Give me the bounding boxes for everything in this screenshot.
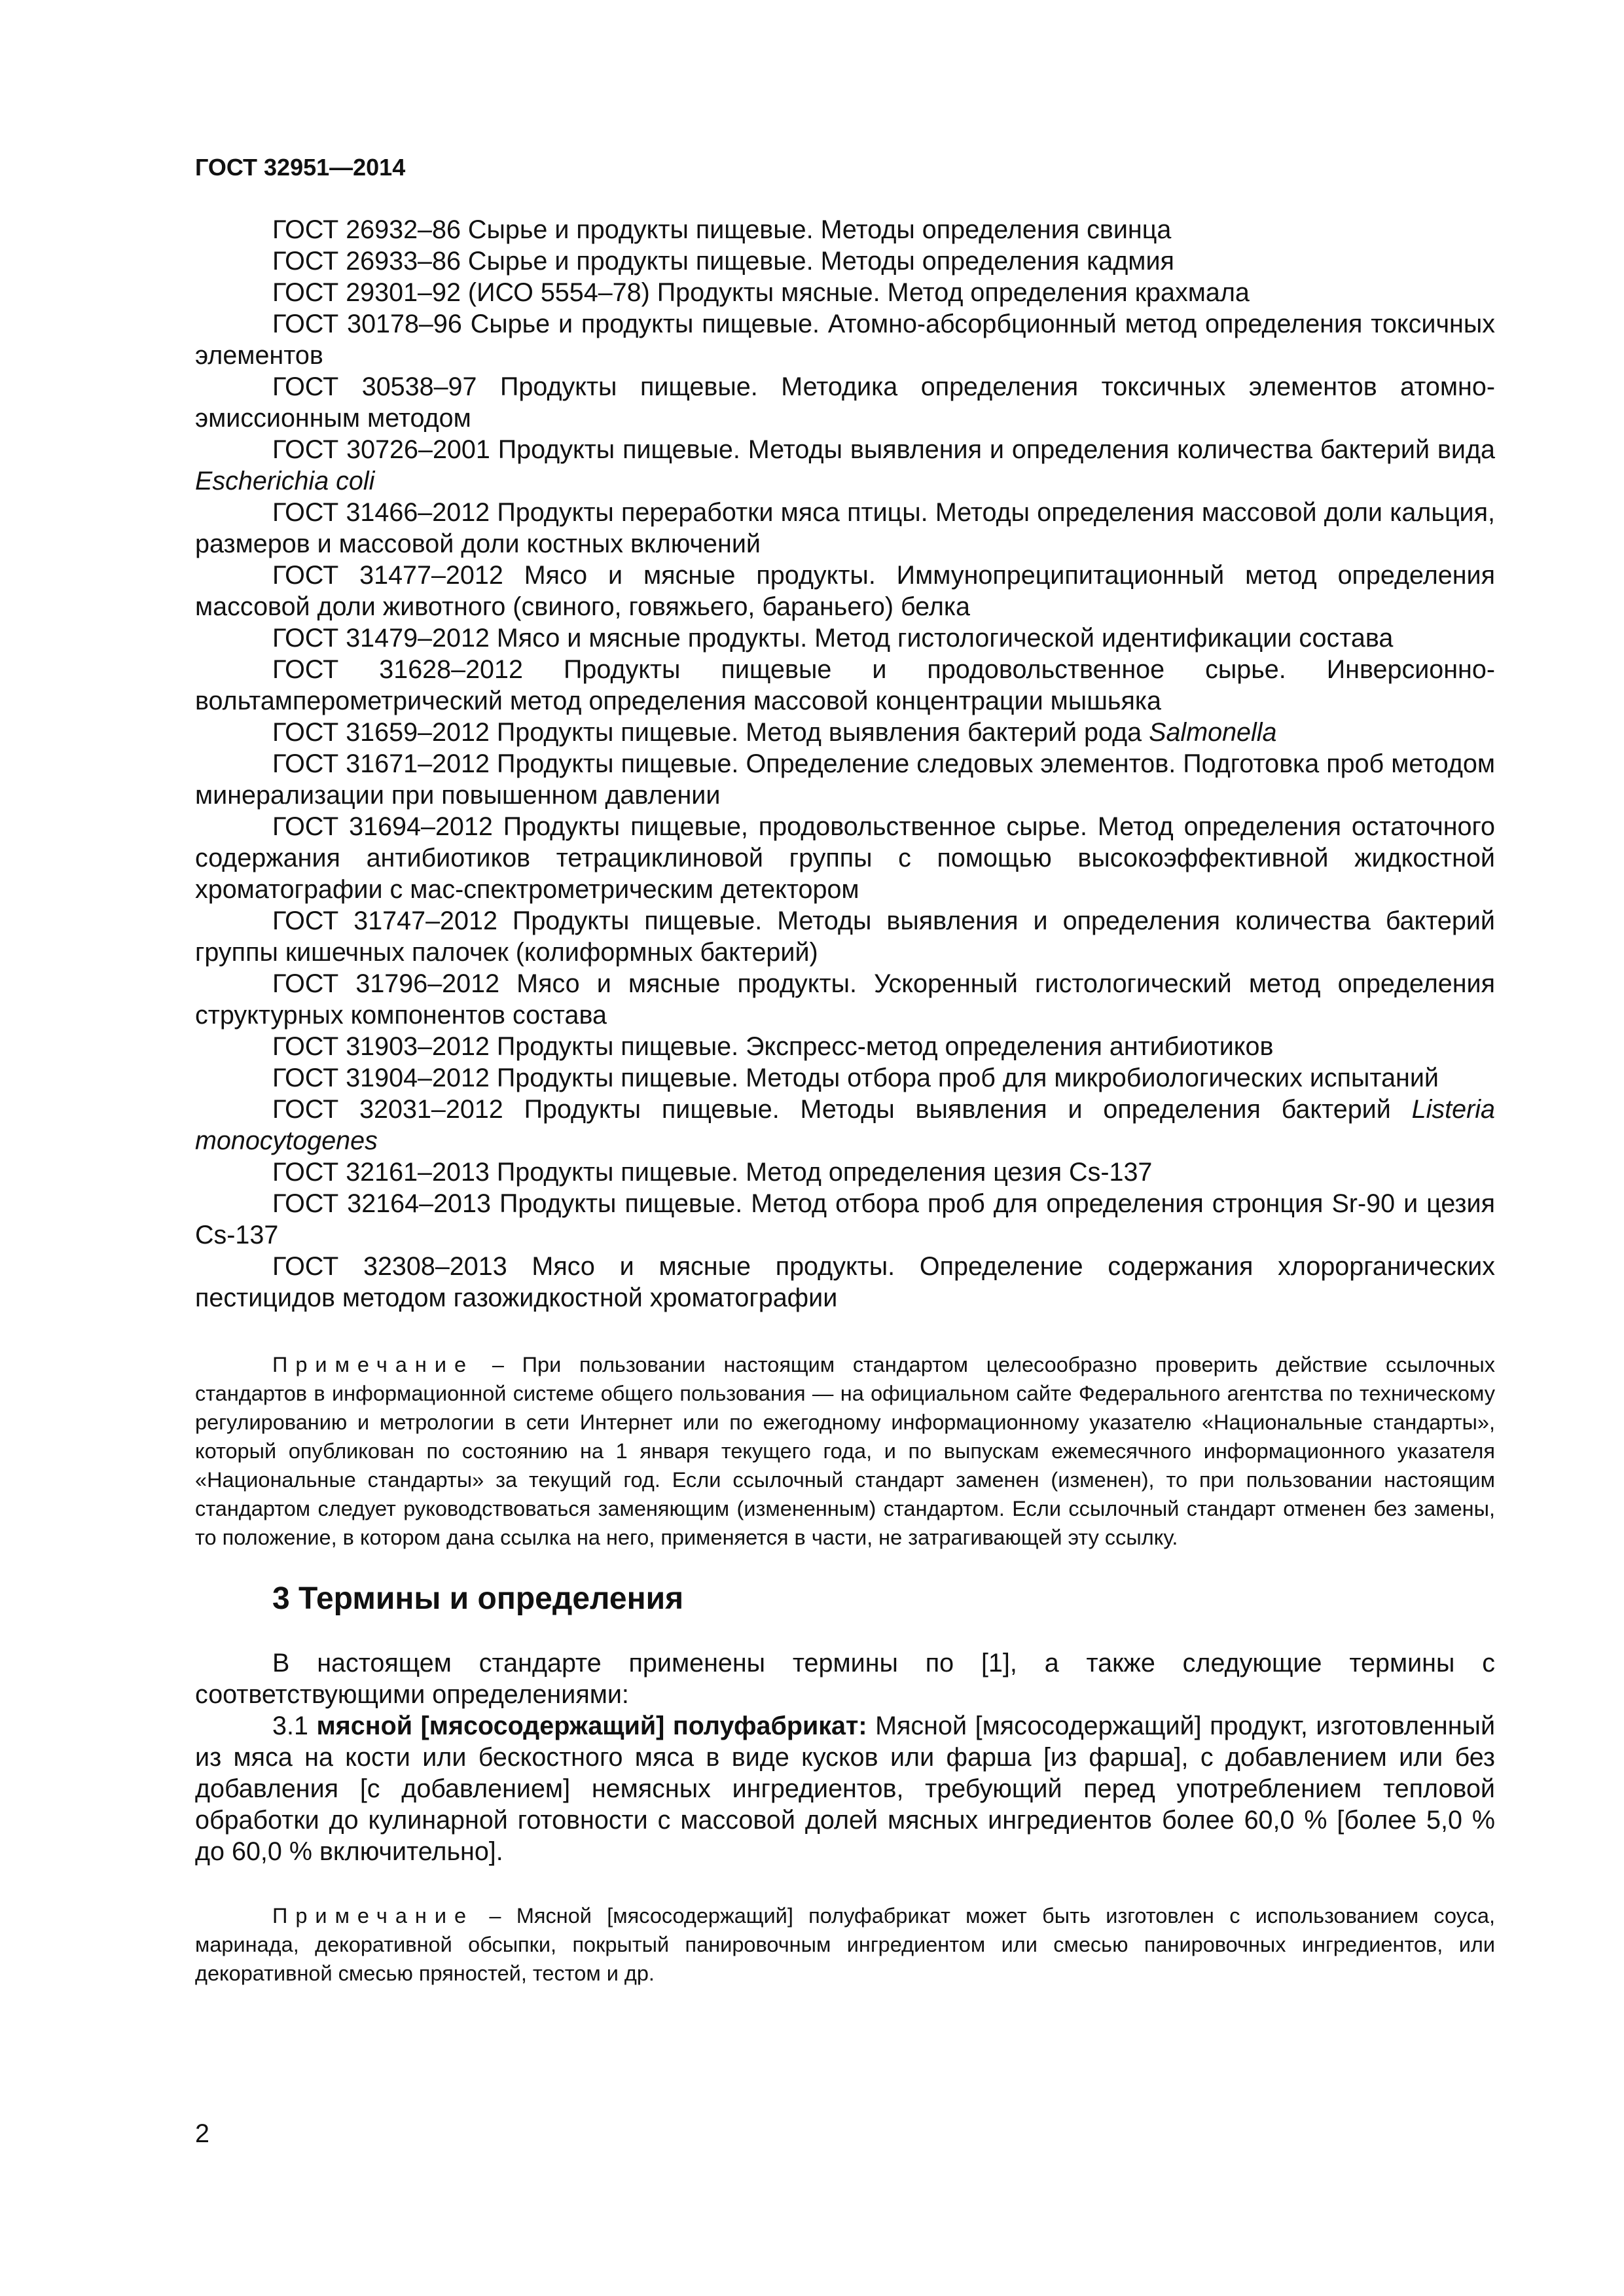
reference-item: ГОСТ 31694–2012 Продукты пищевые, продовольственное сырье. Метод определения остаточного содержания антибиотиков тетрациклиновой группы с помощью высокоэффективной жидкостной хроматографии с мас-спектрометрическим детектором	[195, 812, 1495, 904]
term-number: 3.1	[272, 1712, 317, 1740]
reference-item: ГОСТ 32308–2013 Мясо и мясные продукты. Определение содержания хлорорганических пестицидов методом газожидкостной хроматографии	[195, 1252, 1495, 1312]
reference-item: ГОСТ 31628–2012 Продукты пищевые и продовольственное сырье. Инверсионно-вольтамперометрический метод определения массовой концентрации мышьяка	[195, 655, 1495, 715]
reference-item: ГОСТ 30538–97 Продукты пищевые. Методика определения токсичных элементов атомно-эмиссионным методом	[195, 372, 1495, 433]
term-name: мясной [мясосодержащий] полуфабрикат:	[316, 1712, 867, 1740]
term-note	[195, 1901, 1495, 1988]
reference-item: ГОСТ 32161–2013 Продукты пищевые. Метод определения цезия Cs-137	[272, 1158, 1153, 1187]
reference-item: ГОСТ 29301–92 (ИСО 5554–78) Продукты мясные. Метод определения крахмала	[272, 278, 1250, 307]
note-label: Примечание	[272, 1904, 475, 1928]
reference-item: ГОСТ 31904–2012 Продукты пищевые. Методы отбора проб для микробиологических испытаний	[272, 1064, 1439, 1092]
reference-item: ГОСТ 26933–86 Сырье и продукты пищевые. Методы определения кадмия	[272, 247, 1174, 276]
term-definition	[195, 1710, 1495, 1867]
note-text: – Мясной [мясосодержащий] полуфабрикат может быть изготовлен с использованием соуса, маринада, декоративной обсыпки, покрытый панировочным ингредиентом или смесью панировочных ингредиентов, или декоративной смесью пряностей, тестом и др.	[195, 1904, 1495, 1985]
reference-item: ГОСТ 30178–96 Сырье и продукты пищевые. Атомно-абсорбционный метод определения токсичных элементов	[195, 310, 1495, 370]
reference-item: ГОСТ 31671–2012 Продукты пищевые. Определение следовых элементов. Подготовка проб методом минерализации при повышенном давлении	[195, 749, 1495, 810]
section-intro: В настоящем стандарте применены термины по [1], а также следующие термины с соответствующими определениями:	[195, 1649, 1495, 1709]
references-note	[195, 1350, 1495, 1552]
reference-item: ГОСТ 31479–2012 Мясо и мясные продукты. Метод гистологической идентификации состава	[272, 624, 1394, 653]
page-content	[195, 214, 1495, 1988]
page-number: 2	[195, 2119, 209, 2148]
note-text: – При пользовании настоящим стандартом целесообразно проверить действие ссылочных стандартов в информационной системе общего пользования — на официальном сайте Федерального агентства по техническому регулированию и метрологии в сети Интернет или по ежегодному информационному указателю «Национальные стандарты», который опубликован по состоянию на 1 января текущего года, и по выпускам ежемесячного информационного указателя «Национальные стандарты» за текущий год. Если ссылочный стандарт заменен (изменен), то при пользовании настоящим стандартом следует руководствоваться заменяющим (измененным) стандартом. Если ссылочный стандарт отменен без замены, то положение, в котором дана ссылка на него, применяется в части, не затрагивающей эту ссылку.	[195, 1353, 1495, 1549]
reference-item: ГОСТ 31747–2012 Продукты пищевые. Методы выявления и определения количества бактерий группы кишечных палочек (колиформных бактерий)	[195, 906, 1495, 967]
normative-references-list	[195, 214, 1495, 1314]
organism-name: Salmonella	[1149, 718, 1277, 747]
reference-item: ГОСТ 32031–2012 Продукты пищевые. Методы выявления и определения бактерий Listeria monocytogenes	[195, 1095, 1495, 1155]
reference-item: ГОСТ 32164–2013 Продукты пищевые. Метод отбора проб для определения стронция Sr-90 и цезия Cs-137	[195, 1189, 1495, 1249]
organism-name: Listeria monocytogenes	[195, 1095, 1495, 1155]
document-header: ГОСТ 32951—2014	[195, 154, 406, 181]
reference-item: ГОСТ 26932–86 Сырье и продукты пищевые. Методы определения свинца	[272, 215, 1172, 244]
section-title: 3 Термины и определения	[272, 1581, 684, 1616]
organism-name: Escherichia coli	[195, 467, 375, 495]
reference-item: ГОСТ 31796–2012 Мясо и мясные продукты. Ускоренный гистологический метод определения структурных компонентов состава	[195, 969, 1495, 1030]
reference-item: ГОСТ 31477–2012 Мясо и мясные продукты. Иммунопреципитационный метод определения массовой доли животного (свиного, говяжьего, бараньего) белка	[195, 561, 1495, 621]
note-label: Примечание	[272, 1353, 475, 1376]
reference-item: ГОСТ 30726–2001 Продукты пищевые. Методы выявления и определения количества бактерий вида Escherichia coli	[195, 435, 1495, 495]
reference-item: ГОСТ 31466–2012 Продукты переработки мяса птицы. Методы определения массовой доли кальция, размеров и массовой доли костных включений	[195, 498, 1495, 558]
term-definition-text: Мясной [мясосодержащий] продукт, изготовленный из мяса на кости или бескостного мяса в виде кусков или фарша [из фарша], с добавлением или без добавления [с добавлением] немясных ингредиентов, требующий перед употреблением тепловой обработки до кулинарной готовности с массовой долей мясных ингредиентов более 60,0 % [более 5,0 % до 60,0 % включительно].	[195, 1712, 1496, 1866]
reference-item: ГОСТ 31903–2012 Продукты пищевые. Экспресс-метод определения антибиотиков	[272, 1032, 1274, 1061]
reference-item: ГОСТ 31659–2012 Продукты пищевые. Метод выявления бактерий рода Salmonella	[272, 718, 1277, 747]
